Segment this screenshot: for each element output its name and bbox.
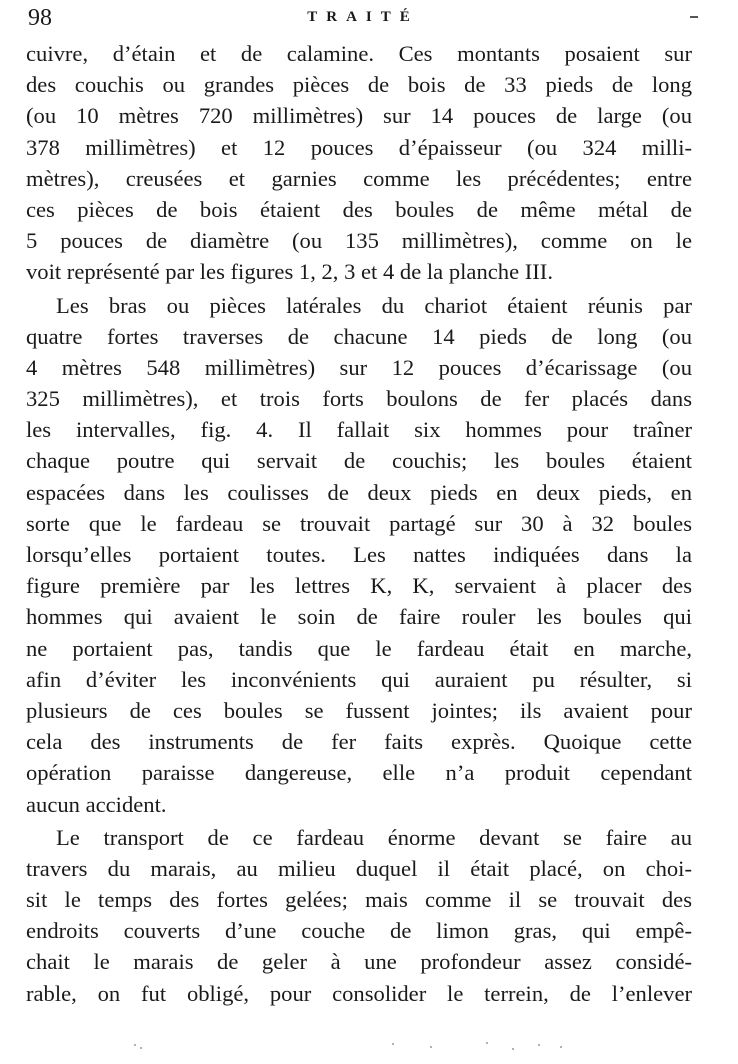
paper-speck [560, 1046, 562, 1048]
text-line: chaque poutre qui servait de couchis; les boules étaient [26, 448, 692, 474]
text-line: endroits couverts d’une couche de limon gras, qui empê- [26, 918, 692, 944]
text-line: rable, on fut obligé, pour consolider le terrein, de l’enlever [26, 980, 692, 1006]
text-line: voit représenté par les figures 1, 2, 3 et 4 de la planche III. [26, 259, 553, 285]
text-line: 5 pouces de diamètre (ou 135 millimètres), comme on le [26, 228, 692, 254]
text-line: lorsqu’elles portaient toutes. Les nattes indiquées dans la [26, 542, 692, 567]
text-line: mètres), creusées et garnies comme les précédentes; entre [26, 165, 692, 191]
paper-speck [430, 1046, 432, 1048]
text-line: sorte que le fardeau se trouvait partagé sur 30 à 32 boules [26, 510, 692, 536]
text-line: ces pièces de bois étaient des boules de même métal de [26, 196, 692, 222]
text-line: plusieurs de ces boules se fussent jointes; ils avaient pour [26, 697, 692, 723]
text-line: 4 mètres 548 millimètres) sur 12 pouces d’écarissage (ou [26, 354, 692, 380]
text-line: 378 millimètres) et 12 pouces d’épaisseur (ou 324 milli- [26, 134, 692, 160]
text-line: quatre fortes traverses de chacune 14 pieds de long (ou [26, 323, 692, 349]
text-line: cela des instruments de fer faits exprès. Quoique cette [26, 729, 692, 755]
body-text [26, 38, 692, 1009]
text-line: aucun accident. [26, 791, 167, 817]
text-line: travers du marais, au milieu duquel il était placé, on choi- [26, 855, 692, 881]
page-header [28, 4, 698, 32]
paper-speck [538, 1044, 540, 1046]
text-line: opération paraisse dangereuse, elle n’a produit cependant [26, 760, 692, 786]
paper-speck [392, 1043, 394, 1045]
text-line: figure première par les lettres K, K, servaient à placer des [26, 573, 692, 599]
text-line: hommes qui avaient le soin de faire rouler les boules qui [26, 604, 692, 630]
text-line: afin d’éviter les inconvénients qui auraient pu résulter, si [26, 666, 692, 692]
paper-specks [130, 1040, 570, 1052]
header-rule-mark [690, 16, 698, 18]
text-line: les intervalles, fig. 4. Il fallait six hommes pour traîner [26, 417, 692, 443]
running-title: TRAITÉ [307, 9, 419, 25]
text-line: sit le temps des fortes gelées; mais comme il se trouvait des [26, 887, 692, 913]
text-line: ne portaient pas, tandis que le fardeau était en marche, [26, 635, 692, 661]
text-line: espacées dans les coulisses de deux pieds en deux pieds, en [26, 479, 692, 505]
paper-speck [486, 1042, 488, 1044]
page-number: 98 [28, 5, 52, 31]
text-line: des couchis ou grandes pièces de bois de 33 pieds de long [26, 72, 692, 98]
text-line: cuivre, d’étain et de calamine. Ces montants posaient sur [26, 41, 692, 66]
text-line: (ou 10 mètres 720 millimètres) sur 14 pouces de large (ou [26, 103, 692, 129]
paper-speck [140, 1047, 142, 1049]
paragraph-first-line: Les bras ou pièces latérales du chariot étaient réunis par [56, 292, 692, 318]
text-line: chait le marais de geler à une profondeur assez considé- [26, 949, 692, 975]
paragraph-first-line: Le transport de ce fardeau énorme devant se faire au [56, 824, 692, 850]
text-line: 325 millimètres), et trois forts boulons de fer placés dans [26, 386, 692, 412]
paper-speck [134, 1044, 136, 1046]
paper-speck [512, 1048, 514, 1050]
